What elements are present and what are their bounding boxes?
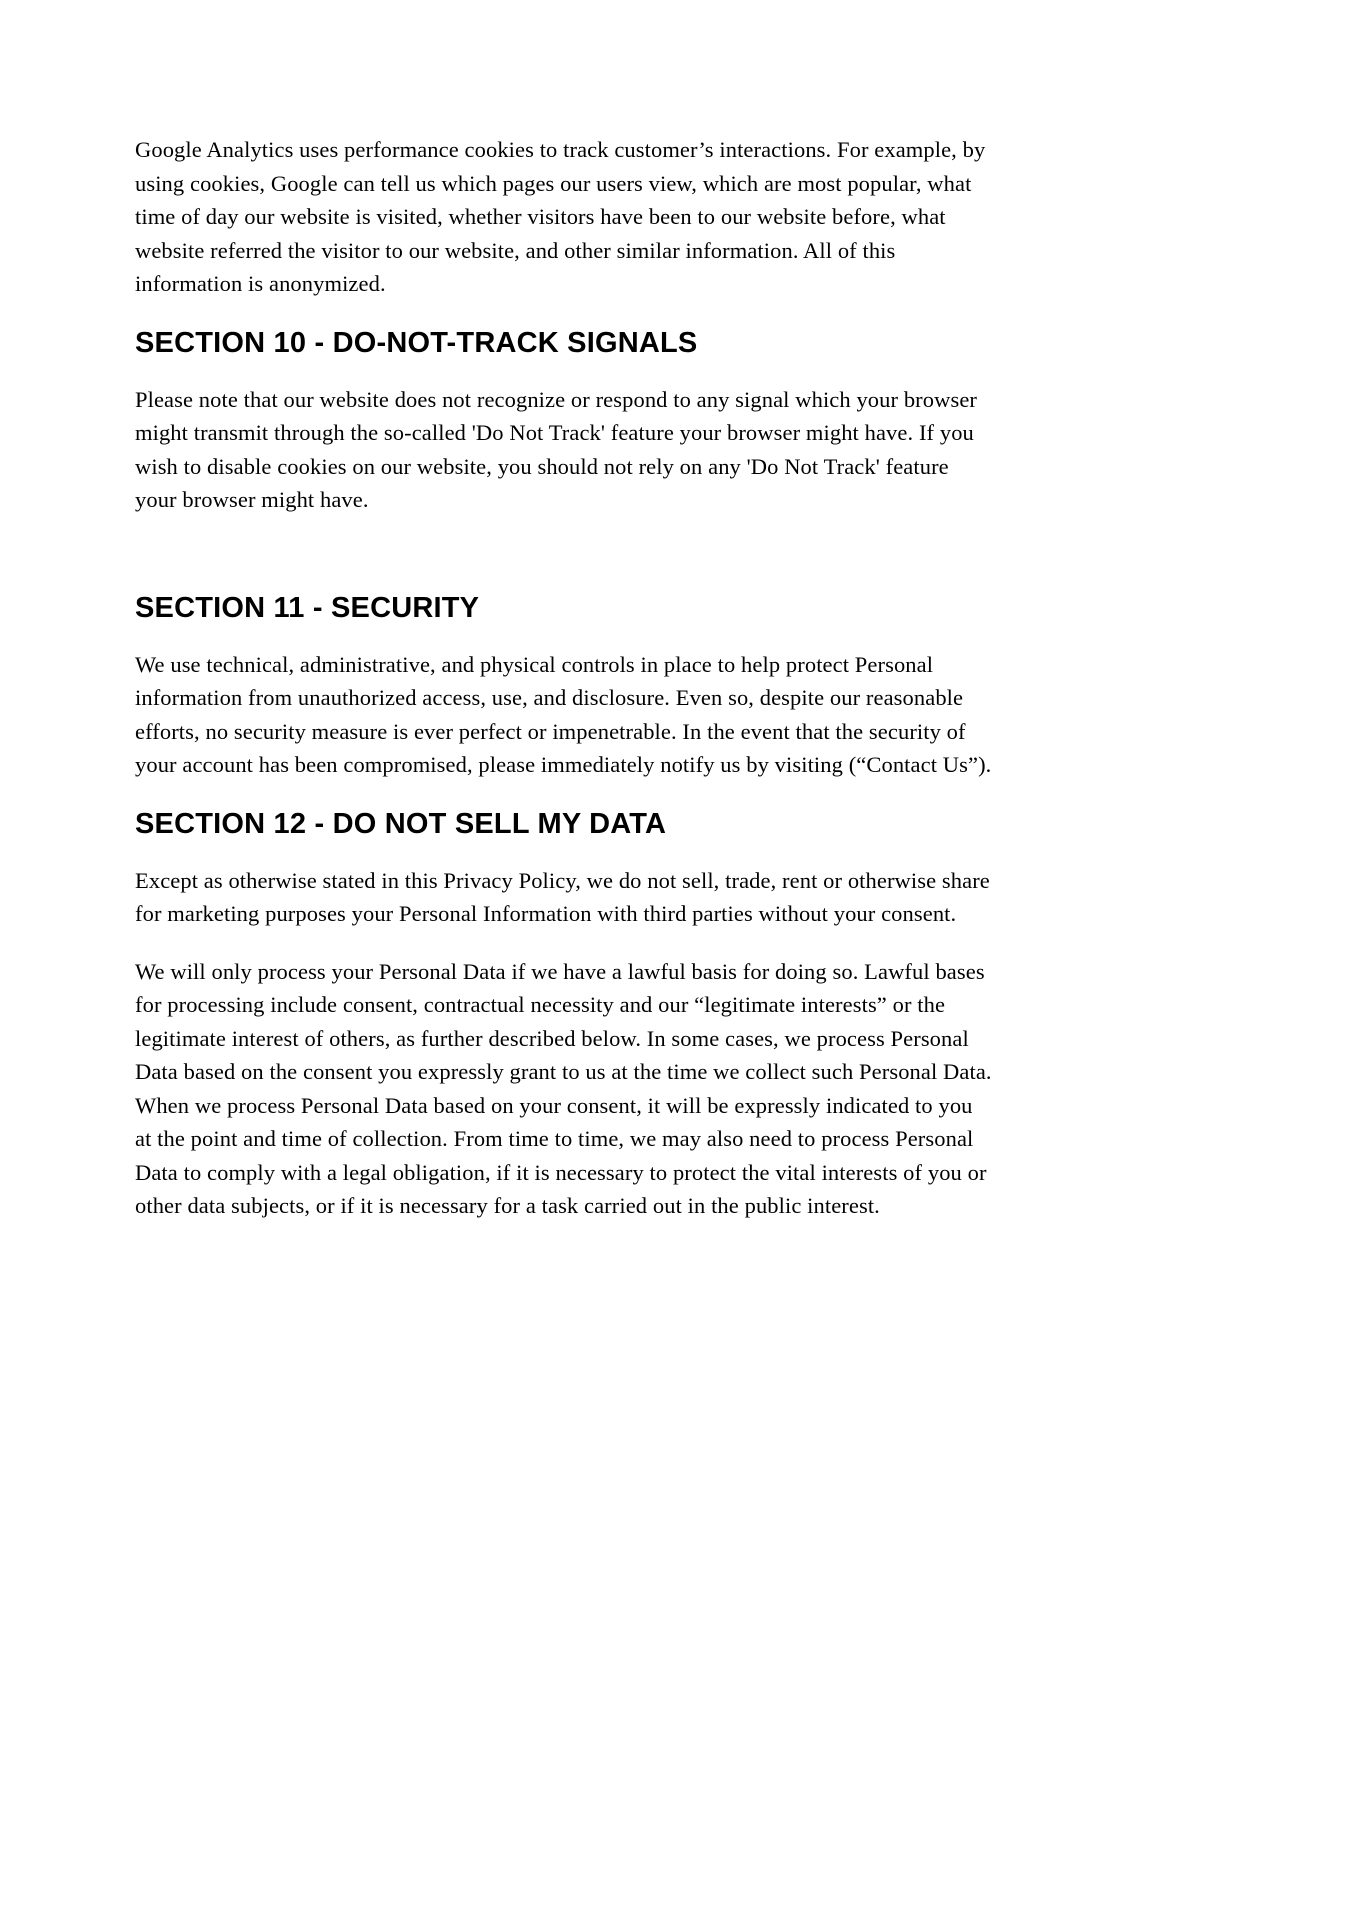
section-10-heading: SECTION 10 - DO-NOT-TRACK SIGNALS xyxy=(135,326,698,359)
blank-line xyxy=(135,541,1223,582)
section-11-paragraph: We use technical, administrative, and physical controls in place to help protect Personal information from unauthorized access, use, and disclosure. Even so, despite our reasonable efforts, no security measure is ever perfect or impenetrable. In the event that the security of your account has been compromised, please immediately notify us by visiting (“Contact Us”). xyxy=(135,651,992,777)
section-12-paragraph-2: We will only process your Personal Data if we have a lawful basis for doing so. Lawful bases for processing include consent, contractual necessity and our “legitimate interests” or the legitimate interest of others, as further described below. In some cases, we process Personal Data based on the consent you expressly grant to us at the time we collect such Personal Data. When we process Personal Data based on your consent, it will be expressly indicated to you at the point and time of collection. From time to time, we may also need to process Personal Data to comply with a legal obligation, if it is necessary to protect the vital interests of you or other data subjects, or if it is necessary for a task carried out in the public interest. xyxy=(135,958,992,1218)
intro-paragraph: Google Analytics uses performance cookies to track customer’s interactions. For example, by using cookies, Google can tell us which pages our users view, which are most popular, what time of day our website is visited, whether visitors have been to our website before, what website referred the visitor to our website, and other similar information. All of this information is anonymized. xyxy=(135,137,986,296)
section-12-heading: SECTION 12 - DO NOT SELL MY DATA xyxy=(135,807,667,840)
section-10-paragraph: Please note that our website does not recognize or respond to any signal which your browser might transmit through the so-called 'Do Not Track' feature your browser might have. If you wish to disable cookies on our website, you should not rely on any 'Do Not Track' feature your browser might have. xyxy=(135,386,978,512)
section-11-heading: SECTION 11 - SECURITY xyxy=(135,591,480,624)
section-12-paragraph-1: Except as otherwise stated in this Privacy Policy, we do not sell, trade, rent or otherwise share for marketing purposes your Personal Information with third parties without your consent. xyxy=(135,867,990,926)
